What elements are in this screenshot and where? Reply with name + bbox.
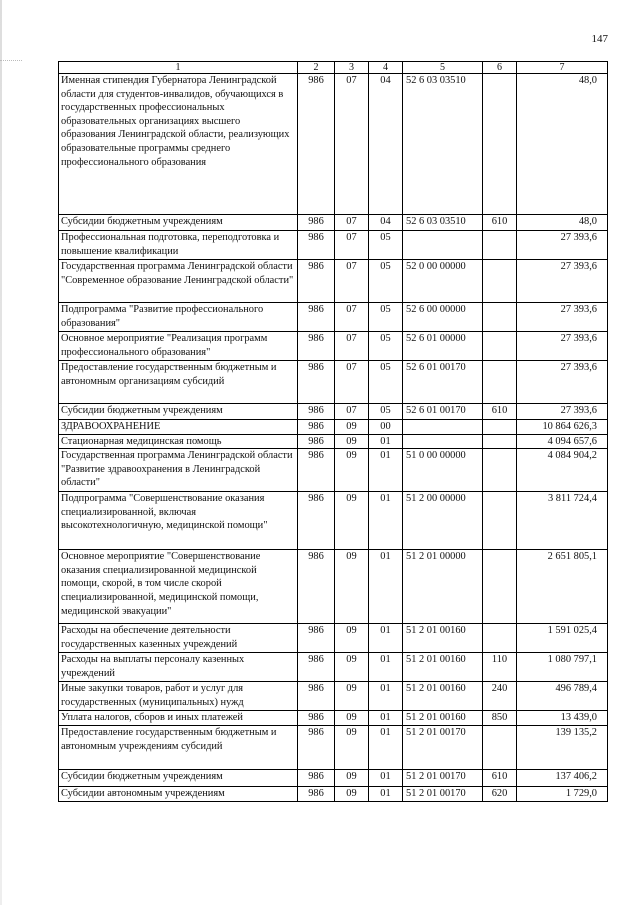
row-code-cell: 986 bbox=[298, 653, 335, 682]
row-code-cell: 986 bbox=[298, 726, 335, 770]
row-name-cell: Расходы на выплаты персоналу казенных учреждений bbox=[59, 653, 298, 682]
row-section-cell: 07 bbox=[335, 74, 369, 215]
table-row bbox=[59, 624, 608, 653]
row-kind-cell bbox=[483, 726, 517, 770]
row-kind-cell bbox=[483, 74, 517, 215]
row-subsection-cell: 05 bbox=[369, 231, 403, 260]
row-section-cell: 09 bbox=[335, 550, 369, 624]
table-row bbox=[59, 74, 608, 215]
row-subsection-cell: 01 bbox=[369, 624, 403, 653]
row-article-cell: 51 2 01 00160 bbox=[403, 624, 483, 653]
row-subsection-cell: 01 bbox=[369, 787, 403, 802]
row-amount-cell: 27 393,6 bbox=[517, 260, 608, 303]
row-section-cell: 09 bbox=[335, 624, 369, 653]
row-subsection-cell: 04 bbox=[369, 74, 403, 215]
table-row bbox=[59, 420, 608, 435]
table-row bbox=[59, 434, 608, 449]
row-name-cell: Иные закупки товаров, работ и услуг для государственных (муниципальных) нужд bbox=[59, 682, 298, 711]
row-section-cell: 09 bbox=[335, 682, 369, 711]
row-article-cell: 52 0 00 00000 bbox=[403, 260, 483, 303]
row-code-cell: 986 bbox=[298, 449, 335, 492]
row-subsection-cell: 01 bbox=[369, 770, 403, 787]
row-kind-cell: 610 bbox=[483, 404, 517, 420]
row-kind-cell bbox=[483, 260, 517, 303]
row-article-cell: 51 2 01 00160 bbox=[403, 682, 483, 711]
row-name-cell: Субсидии бюджетным учреждениям bbox=[59, 404, 298, 420]
table-row bbox=[59, 303, 608, 332]
row-name-cell: Государственная программа Ленинградской области "Современное образование Ленинградской области" bbox=[59, 260, 298, 303]
row-section-cell: 09 bbox=[335, 492, 369, 550]
row-section-cell: 09 bbox=[335, 434, 369, 449]
row-amount-cell: 48,0 bbox=[517, 215, 608, 231]
row-name-cell: ЗДРАВООХРАНЕНИЕ bbox=[59, 420, 298, 435]
row-kind-cell bbox=[483, 449, 517, 492]
row-kind-cell: 850 bbox=[483, 711, 517, 726]
row-kind-cell bbox=[483, 624, 517, 653]
row-subsection-cell: 05 bbox=[369, 361, 403, 404]
row-section-cell: 09 bbox=[335, 787, 369, 802]
row-code-cell: 986 bbox=[298, 770, 335, 787]
row-section-cell: 09 bbox=[335, 770, 369, 787]
row-name-cell: Субсидии бюджетным учреждениям bbox=[59, 215, 298, 231]
row-amount-cell: 48,0 bbox=[517, 74, 608, 215]
row-amount-cell: 27 393,6 bbox=[517, 303, 608, 332]
row-article-cell: 52 6 01 00170 bbox=[403, 404, 483, 420]
row-name-cell: Субсидии автономным учреждениям bbox=[59, 787, 298, 802]
row-code-cell: 986 bbox=[298, 231, 335, 260]
row-article-cell: 51 2 00 00000 bbox=[403, 492, 483, 550]
row-article-cell: 52 6 03 03510 bbox=[403, 74, 483, 215]
row-subsection-cell: 05 bbox=[369, 260, 403, 303]
row-amount-cell: 4 084 904,2 bbox=[517, 449, 608, 492]
row-amount-cell: 1 080 797,1 bbox=[517, 653, 608, 682]
row-code-cell: 986 bbox=[298, 404, 335, 420]
row-amount-cell: 10 864 626,3 bbox=[517, 420, 608, 435]
row-article-cell: 52 6 01 00170 bbox=[403, 361, 483, 404]
row-subsection-cell: 01 bbox=[369, 726, 403, 770]
row-article-cell: 51 2 01 00170 bbox=[403, 770, 483, 787]
row-article-cell: 51 2 01 00170 bbox=[403, 787, 483, 802]
row-code-cell: 986 bbox=[298, 682, 335, 711]
row-kind-cell bbox=[483, 550, 517, 624]
row-amount-cell: 13 439,0 bbox=[517, 711, 608, 726]
row-section-cell: 09 bbox=[335, 420, 369, 435]
row-name-cell: Основное мероприятие "Совершенствование оказания специализированной медицинской помощи, скорой, в том числе скорой специализированной, медицинской помощи, медицинской эвакуации" bbox=[59, 550, 298, 624]
table-row bbox=[59, 404, 608, 420]
row-article-cell: 51 2 01 00000 bbox=[403, 550, 483, 624]
table-row bbox=[59, 787, 608, 802]
row-amount-cell: 3 811 724,4 bbox=[517, 492, 608, 550]
row-section-cell: 07 bbox=[335, 303, 369, 332]
row-subsection-cell: 01 bbox=[369, 711, 403, 726]
row-section-cell: 07 bbox=[335, 361, 369, 404]
row-section-cell: 07 bbox=[335, 332, 369, 361]
page-number: 147 bbox=[591, 33, 608, 45]
row-kind-cell bbox=[483, 332, 517, 361]
row-subsection-cell: 05 bbox=[369, 404, 403, 420]
header-cell: 2 bbox=[298, 62, 335, 74]
row-name-cell: Профессиональная подготовка, переподготовка и повышение квалификации bbox=[59, 231, 298, 260]
header-cell: 7 bbox=[517, 62, 608, 74]
row-amount-cell: 496 789,4 bbox=[517, 682, 608, 711]
row-subsection-cell: 05 bbox=[369, 303, 403, 332]
row-name-cell: Уплата налогов, сборов и иных платежей bbox=[59, 711, 298, 726]
row-section-cell: 07 bbox=[335, 404, 369, 420]
row-kind-cell: 610 bbox=[483, 770, 517, 787]
row-kind-cell: 620 bbox=[483, 787, 517, 802]
row-subsection-cell: 00 bbox=[369, 420, 403, 435]
row-code-cell: 986 bbox=[298, 434, 335, 449]
row-amount-cell: 139 135,2 bbox=[517, 726, 608, 770]
row-article-cell: 51 2 01 00170 bbox=[403, 726, 483, 770]
header-cell: 6 bbox=[483, 62, 517, 74]
row-article-cell bbox=[403, 434, 483, 449]
row-subsection-cell: 04 bbox=[369, 215, 403, 231]
row-section-cell: 07 bbox=[335, 260, 369, 303]
row-name-cell: Субсидии бюджетным учреждениям bbox=[59, 770, 298, 787]
table-row bbox=[59, 260, 608, 303]
table-row bbox=[59, 332, 608, 361]
row-name-cell: Государственная программа Ленинградской области "Развитие здравоохранения в Ленинградской области" bbox=[59, 449, 298, 492]
row-name-cell: Подпрограмма "Развитие профессионального образования" bbox=[59, 303, 298, 332]
row-amount-cell: 27 393,6 bbox=[517, 332, 608, 361]
table-row bbox=[59, 726, 608, 770]
row-name-cell: Подпрограмма "Совершенствование оказания специализированной, включая высокотехнологичную, медицинской помощи" bbox=[59, 492, 298, 550]
header-cell: 5 bbox=[403, 62, 483, 74]
row-subsection-cell: 01 bbox=[369, 653, 403, 682]
row-kind-cell: 610 bbox=[483, 215, 517, 231]
row-article-cell: 52 6 01 00000 bbox=[403, 332, 483, 361]
row-amount-cell: 27 393,6 bbox=[517, 231, 608, 260]
row-amount-cell: 27 393,6 bbox=[517, 404, 608, 420]
row-code-cell: 986 bbox=[298, 550, 335, 624]
row-section-cell: 09 bbox=[335, 653, 369, 682]
row-section-cell: 09 bbox=[335, 449, 369, 492]
row-code-cell: 986 bbox=[298, 74, 335, 215]
row-subsection-cell: 01 bbox=[369, 492, 403, 550]
header-row bbox=[59, 62, 608, 74]
budget-table bbox=[58, 61, 608, 802]
row-article-cell: 51 0 00 00000 bbox=[403, 449, 483, 492]
row-kind-cell bbox=[483, 434, 517, 449]
row-code-cell: 986 bbox=[298, 420, 335, 435]
row-kind-cell: 240 bbox=[483, 682, 517, 711]
row-subsection-cell: 01 bbox=[369, 682, 403, 711]
row-article-cell bbox=[403, 231, 483, 260]
row-code-cell: 986 bbox=[298, 215, 335, 231]
table-row bbox=[59, 361, 608, 404]
row-kind-cell bbox=[483, 303, 517, 332]
scan-edge-tick bbox=[0, 60, 22, 61]
row-article-cell bbox=[403, 420, 483, 435]
row-name-cell: Предоставление государственным бюджетным и автономным организациям субсидий bbox=[59, 361, 298, 404]
row-amount-cell: 2 651 805,1 bbox=[517, 550, 608, 624]
header-cell: 3 bbox=[335, 62, 369, 74]
row-code-cell: 986 bbox=[298, 361, 335, 404]
table-row bbox=[59, 215, 608, 231]
row-kind-cell: 110 bbox=[483, 653, 517, 682]
row-code-cell: 986 bbox=[298, 787, 335, 802]
table-row bbox=[59, 711, 608, 726]
row-amount-cell: 27 393,6 bbox=[517, 361, 608, 404]
row-code-cell: 986 bbox=[298, 303, 335, 332]
row-code-cell: 986 bbox=[298, 492, 335, 550]
row-article-cell: 51 2 01 00160 bbox=[403, 653, 483, 682]
row-section-cell: 09 bbox=[335, 711, 369, 726]
row-subsection-cell: 01 bbox=[369, 550, 403, 624]
row-code-cell: 986 bbox=[298, 332, 335, 361]
table-row bbox=[59, 770, 608, 787]
row-subsection-cell: 01 bbox=[369, 434, 403, 449]
row-kind-cell bbox=[483, 492, 517, 550]
row-article-cell: 52 6 03 03510 bbox=[403, 215, 483, 231]
row-name-cell: Именная стипендия Губернатора Ленинградской области для студентов-инвалидов, обучающихся в государственных профессиональных образовательных организациях высшего образования Ленинградской области, реализующих образовательные программы среднего профессионального образования bbox=[59, 74, 298, 215]
row-article-cell: 51 2 01 00160 bbox=[403, 711, 483, 726]
row-subsection-cell: 01 bbox=[369, 449, 403, 492]
row-kind-cell bbox=[483, 361, 517, 404]
row-amount-cell: 4 094 657,6 bbox=[517, 434, 608, 449]
row-name-cell: Основное мероприятие "Реализация программ профессионального образования" bbox=[59, 332, 298, 361]
row-code-cell: 986 bbox=[298, 260, 335, 303]
header-cell: 4 bbox=[369, 62, 403, 74]
table-row bbox=[59, 492, 608, 550]
row-code-cell: 986 bbox=[298, 624, 335, 653]
row-code-cell: 986 bbox=[298, 711, 335, 726]
row-name-cell: Расходы на обеспечение деятельности государственных казенных учреждений bbox=[59, 624, 298, 653]
row-name-cell: Стационарная медицинская помощь bbox=[59, 434, 298, 449]
row-section-cell: 07 bbox=[335, 215, 369, 231]
row-kind-cell bbox=[483, 420, 517, 435]
row-subsection-cell: 05 bbox=[369, 332, 403, 361]
row-section-cell: 09 bbox=[335, 726, 369, 770]
scan-edge bbox=[0, 0, 2, 905]
row-amount-cell: 1 729,0 bbox=[517, 787, 608, 802]
table-row bbox=[59, 682, 608, 711]
table-row bbox=[59, 653, 608, 682]
table-row bbox=[59, 550, 608, 624]
row-section-cell: 07 bbox=[335, 231, 369, 260]
header-cell: 1 bbox=[59, 62, 298, 74]
row-name-cell: Предоставление государственным бюджетным и автономным учреждениям субсидий bbox=[59, 726, 298, 770]
row-amount-cell: 1 591 025,4 bbox=[517, 624, 608, 653]
table-row bbox=[59, 231, 608, 260]
row-kind-cell bbox=[483, 231, 517, 260]
table-row bbox=[59, 449, 608, 492]
row-article-cell: 52 6 00 00000 bbox=[403, 303, 483, 332]
row-amount-cell: 137 406,2 bbox=[517, 770, 608, 787]
